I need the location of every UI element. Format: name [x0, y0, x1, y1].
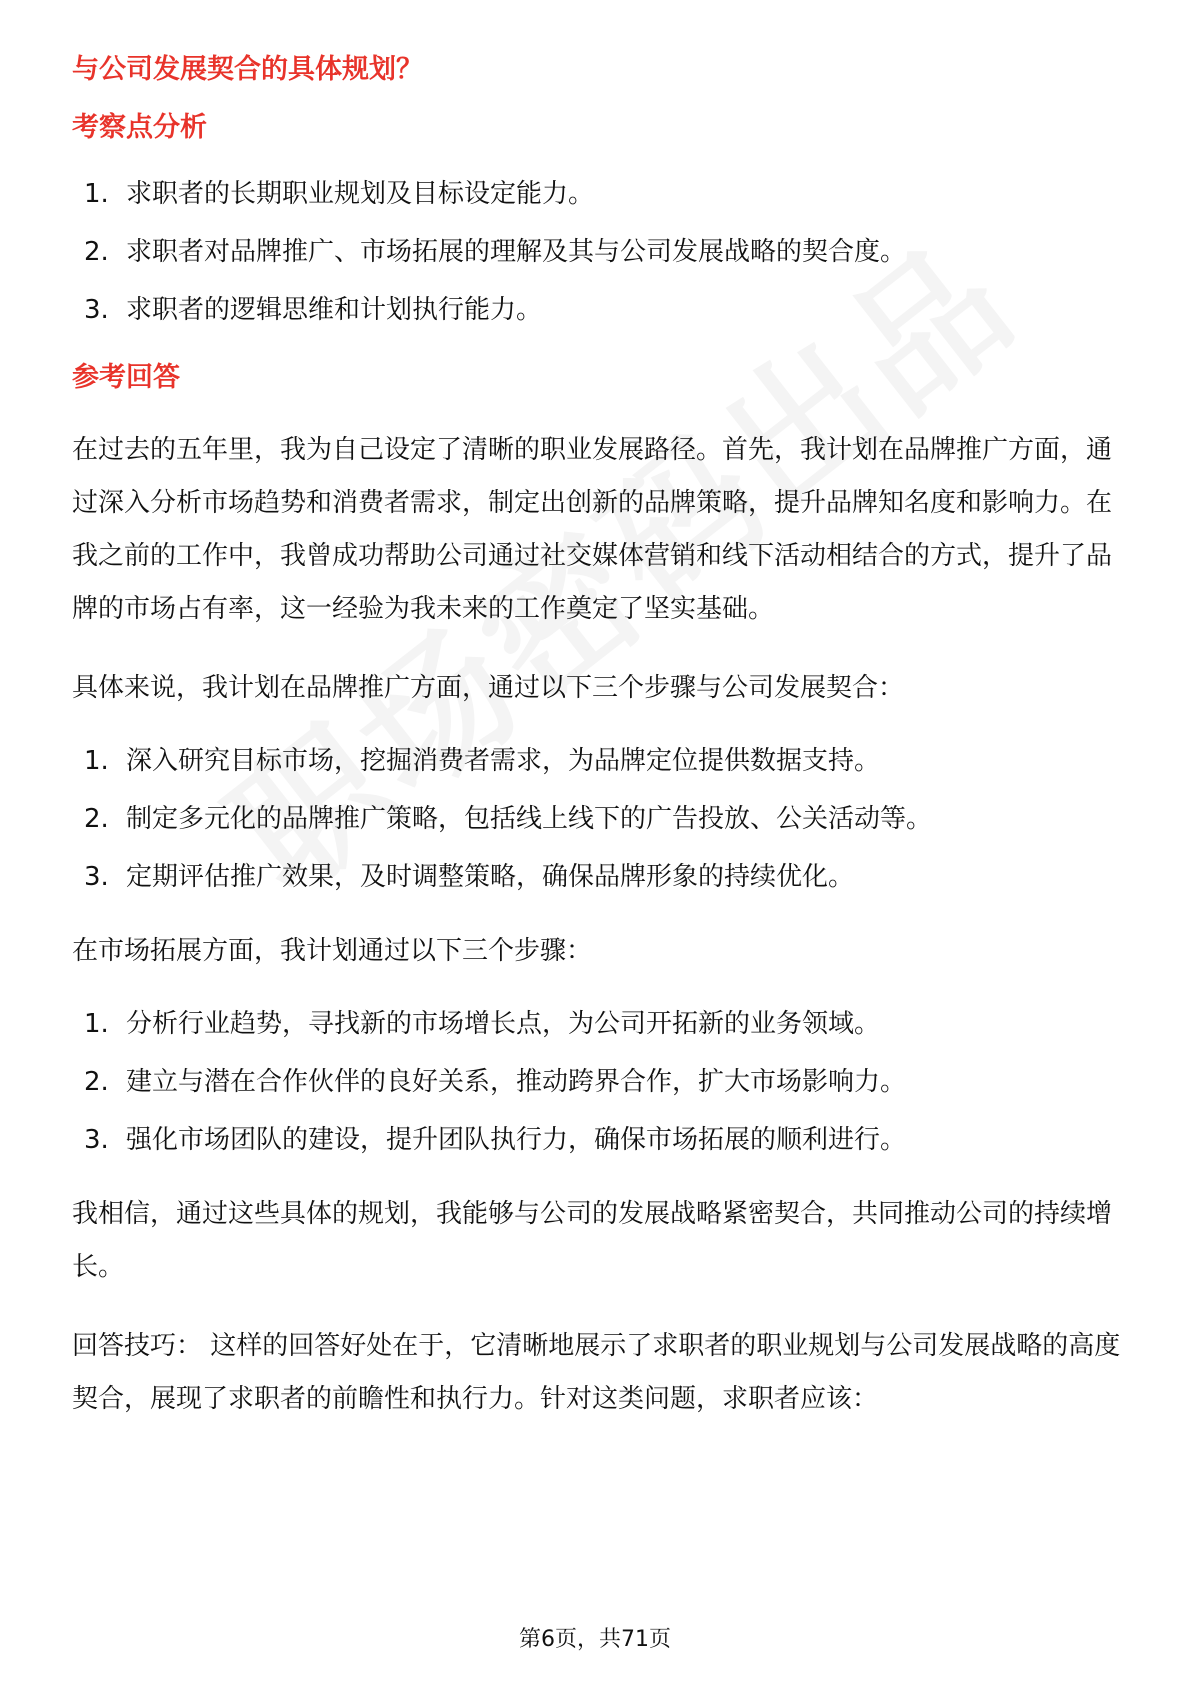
- list-text: 强化市场团队的建设，提升团队执行力，确保市场拓展的顺利进行。: [126, 1125, 907, 1155]
- list-item: [72, 857, 1122, 897]
- list-number: 3.: [84, 1125, 109, 1155]
- page-footer: 第6页，共71页: [519, 1627, 671, 1652]
- list-number: 3.: [84, 295, 109, 325]
- analysis-list: [72, 174, 1122, 330]
- list-text: 建立与潜在合作伙伴的良好关系，推动跨界合作，扩大市场影响力。: [126, 1067, 907, 1097]
- analysis-heading: 考察点分析: [72, 112, 207, 143]
- list-text: 深入研究目标市场，挖掘消费者需求，为品牌定位提供数据支持。: [126, 746, 881, 776]
- list-number: 1.: [84, 746, 109, 776]
- list-text: 分析行业趋势，寻找新的市场增长点，为公司开拓新的业务领域。: [126, 1009, 881, 1039]
- list-text: 制定多元化的品牌推广策略，包括线上线下的广告投放、公关活动等。: [126, 804, 933, 834]
- list-number: 2.: [84, 1067, 109, 1097]
- tips-paragraph: 回答技巧： 这样的回答好处在于，它清晰地展示了求职者的职业规划与公司发展战略的高度契合，展现了求职者的前瞻性和执行力。针对这类问题，求职者应该：: [72, 1331, 1121, 1414]
- list-text: 定期评估推广效果，及时调整策略，确保品牌形象的持续优化。: [126, 862, 855, 892]
- list-number: 3.: [84, 862, 109, 892]
- list-number: 2.: [84, 237, 109, 267]
- brand-steps-list: [72, 741, 1122, 897]
- market-intro-paragraph: 在市场拓展方面，我计划通过以下三个步骤：: [72, 936, 593, 966]
- list-item: [72, 1120, 1122, 1160]
- page-content: [72, 50, 1122, 1452]
- list-item: [72, 799, 1122, 839]
- list-item: [72, 290, 1122, 330]
- list-number: 2.: [84, 804, 109, 834]
- answer-heading: 参考回答: [72, 362, 180, 393]
- question-title: 与公司发展契合的具体规划？: [72, 54, 423, 85]
- list-item: [72, 232, 1122, 272]
- list-text: 求职者的长期职业规划及目标设定能力。: [126, 179, 595, 209]
- answer-intro-paragraph: 在过去的五年里，我为自己设定了清晰的职业发展路径。首先，我计划在品牌推广方面，通过深入分析市场趋势和消费者需求，制定出创新的品牌策略，提升品牌知名度和影响力。在我之前的工作中，我曾成功帮助公司通过社交媒体营销和线下活动相结合的方式，提升了品牌的市场占有率，这一经验为我未来的工作奠定了坚实基础。: [72, 435, 1113, 624]
- list-item: [72, 741, 1122, 781]
- conclusion-paragraph: 我相信，通过这些具体的规划，我能够与公司的发展战略紧密契合，共同推动公司的持续增长。: [72, 1199, 1113, 1282]
- list-item: [72, 1004, 1122, 1044]
- list-text: 求职者对品牌推广、市场拓展的理解及其与公司发展战略的契合度。: [126, 237, 907, 267]
- market-steps-list: [72, 1004, 1122, 1160]
- list-text: 求职者的逻辑思维和计划执行能力。: [126, 295, 543, 325]
- list-item: [72, 174, 1122, 214]
- list-item: [72, 1062, 1122, 1102]
- list-number: 1.: [84, 1009, 109, 1039]
- list-number: 1.: [84, 179, 109, 209]
- brand-intro-paragraph: 具体来说，我计划在品牌推广方面，通过以下三个步骤与公司发展契合：: [72, 673, 905, 703]
